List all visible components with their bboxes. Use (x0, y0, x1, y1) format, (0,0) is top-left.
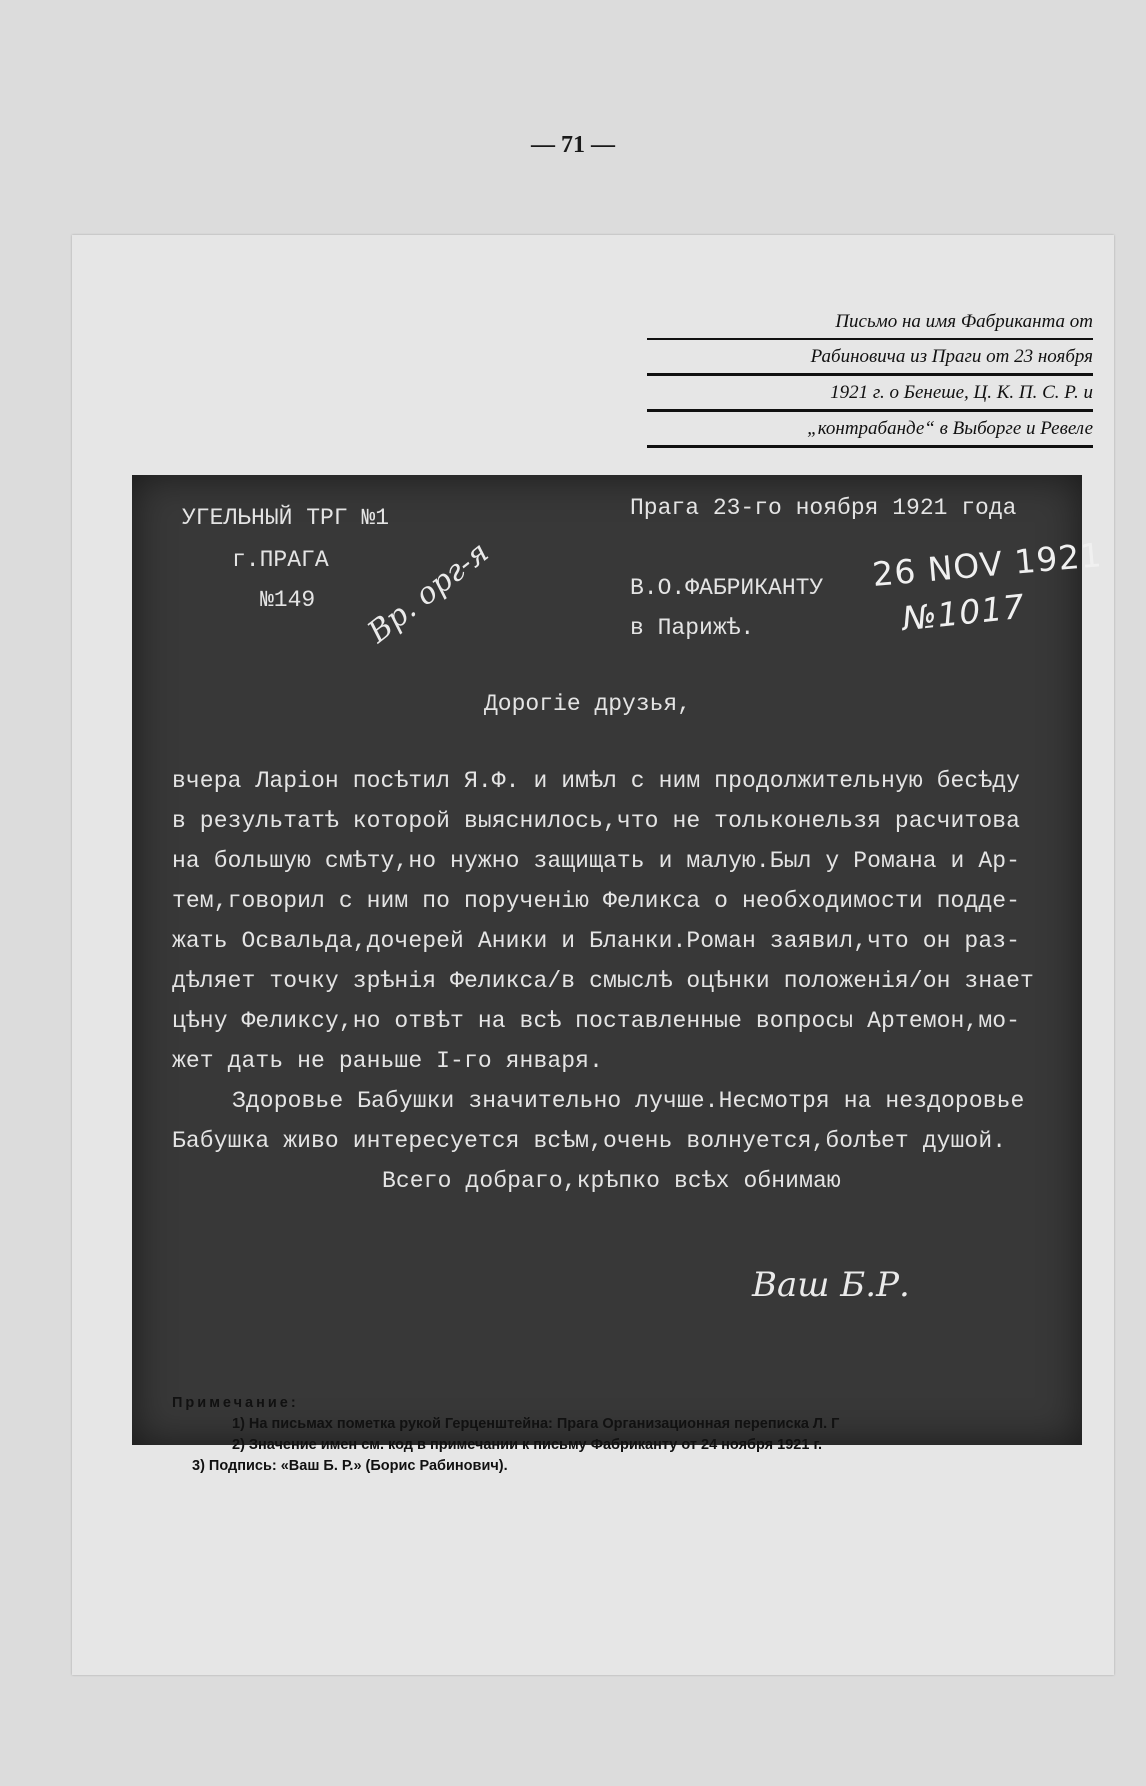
footnote-item: 3) Подпись: «Ваш Б. Р.» (Борис Рабинович). (192, 1458, 508, 1474)
letter-body-line: жать Освальда,дочерей Аники и Бланки.Роман заявил,что он раз- (172, 928, 1021, 954)
received-number-stamp: №1017 (900, 586, 1028, 639)
letter-body-line: Бабушка живо интересуется всѣм,очень волнуется,болѣет душой. (172, 1128, 1007, 1154)
letter-body-line: цѣну Феликсу,но отвѣт на всѣ поставленные вопросы Артемон,мо- (172, 1008, 1021, 1034)
footnotes-title: Примечание: (172, 1395, 299, 1411)
caption-line: 1921 г. о Бенеше, Ц. К. П. С. Р. и (647, 376, 1093, 412)
letter-body-line: вчера Ларіон посѣтил Я.Ф. и имѣл с ним продолжительную бесѣду (172, 768, 1021, 794)
letter-photocopy (132, 475, 1104, 1445)
letter-body-line: на большую смѣту,но нужно защищать и малую.Был у Романа и Ар- (172, 848, 1021, 874)
handwritten-signature: Ваш Б.Р. (752, 1265, 910, 1305)
letter-body-line: Здоровье Бабушки значительно лучше.Несмотря на нездоровье (232, 1088, 1025, 1114)
letter-body-line: в результатѣ которой выяснилось,что не тольконельзя расчитова (172, 808, 1021, 834)
addressee-city: в Парижѣ. (630, 615, 755, 641)
received-date-stamp: 26 NOV 1921 (870, 535, 1104, 594)
page-number: — 71 — (531, 132, 615, 158)
letter-date-line: Прага 23-го ноября 1921 года (630, 495, 1017, 521)
footnote-item: 1) На письмах пометка рукой Герценштейна: Прага Организационная переписка Л. Г (232, 1416, 840, 1432)
letterhead-number: №149 (260, 587, 316, 613)
caption-line: Письмо на имя Фабриканта от (647, 305, 1093, 340)
letter-body-line: дѣляет точку зрѣнія Феликса/в смыслѣ оцѣнки положенія/он знает (172, 968, 1034, 994)
handwritten-annotation: Вр. орг-я (361, 534, 496, 651)
footnotes (172, 1393, 1052, 1477)
facsimile-plate (72, 235, 1114, 1675)
letterhead-org: УГЕЛЬНЫЙ ТРГ №1 (182, 505, 390, 531)
letterhead-city: г.ПРАГА (232, 547, 329, 573)
caption-line: Рабиновича из Праги от 23 ноября (647, 340, 1093, 376)
caption-line: „контрабанде“ в Выборге и Ревеле (647, 412, 1093, 448)
footnote-item: 2) Значение имен см. код в примечании к письму Фабриканту от 24 ноября 1921 г. (232, 1437, 823, 1453)
letter-closing: Всего добраго,крѣпко всѣх обнимаю (382, 1168, 841, 1194)
letter-body-line: тем,говорил с ним по порученію Феликса о необходимости подде- (172, 888, 1021, 914)
letter-body-line: жет дать не раньше I-го января. (172, 1048, 603, 1074)
facsimile-caption (647, 305, 1093, 448)
salutation: Дорогіе друзья, (484, 691, 692, 717)
addressee-name: В.О.ФАБРИКАНТУ (630, 575, 824, 601)
